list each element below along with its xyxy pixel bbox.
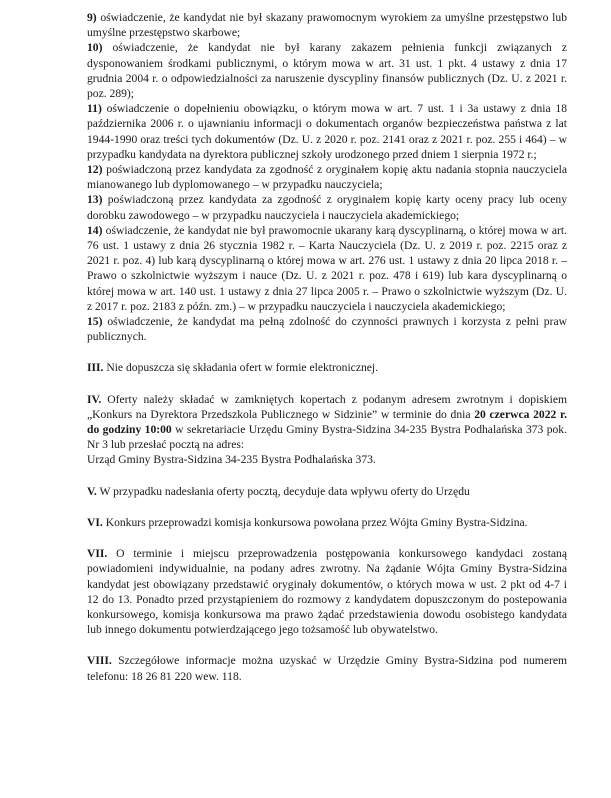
section-v: V. W przypadku nadesłania oferty pocztą, decyduje data wpływu oferty do Urzędu [87,484,470,498]
list-item-10: 10) oświadczenie, że kandydat nie był karany zakazem pełnienia funkcji związanych z dysponowaniem środkami publicznymi, o którym mowa w art. 31 ust. 1 pkt. 4 ustawy z dnia 17 grudnia 2004 r. o odpowiedzialności za naruszenie dyscypliny finansów publicznych (Dz. U. z 2021 r. poz. 289); [87,41,567,101]
list-item-12: 12) poświadczoną przez kandydata za zgodność z oryginałem kopię aktu nadania stopnia nauczyciela mianowanego lub dyplomowanego – w przypadku nauczyciela; [87,163,567,192]
deadline-text: 20 czerwca 2022 r. do godziny 10:00 [87,407,568,437]
list-item-15: 15) oświadczenie, że kandydat ma pełną zdolność do czynności prawnych i korzysta z pełni praw publicznych. [87,315,567,344]
document-page [87,10,567,684]
list-item-14: 14) oświadczenie, że kandydat nie był prawomocnie ukarany karą dyscyplinarną, o której mowa w art. 76 ust. 1 ustawy z dnia 26 stycznia 1982 r. – Karta Nauczyciela (Dz. U. z 2019 r. poz. 2215 oraz z 2021 r. poz. 4) lub karą dyscyplinarną o której mowa w art. 276 ust. 1 ustawy z dnia 20 lipca 2018 r. – Prawo o szkolnictwie wyższym i nauce (Dz. U. z 2021 r. poz. 478 i 619) lub kara dyscyplinarną o której mowa w art. 140 ust. 1 ustawy z dnia 27 lipca 2005 r. – Prawo o szkolnictwie wyższym (Dz. U. z 2017 r. poz. 2183 z późn. zm.) – w przypadku nauczyciela i nauczyciela akademickiego; [87,223,567,313]
list-item-9: 9) oświadczenie, że kandydat nie był skazany prawomocnym wyrokiem za umyślne przestępstwo lub umyślne przestępstwo skarbowe; [87,11,567,40]
section-iii: III. Nie dopuszcza się składania ofert w formie elektronicznej. [87,361,379,375]
section-vi: VI. Konkurs przeprowadzi komisja konkursowa powołana przez Wójta Gminy Bystra-Sidzina. [87,515,528,529]
section-iv: IV. Oferty należy składać w zamkniętych kopertach z podanym adresem zwrotnym i dopiskiem „Konkurs na Dyrektora Przedszkola Publicznego w Sidzinie” w terminie do dnia 20 czerwca 2022 r. do godziny 10:00 w sekretariacie Urzędu Gminy Bystra-Sidzina 34-235 Bystra Podhalańska 373 pok. Nr 3 lub przesłać pocztą na adres: [87,392,568,452]
section-vii: VII. O terminie i miejscu przeprowadzenia postępowania konkursowego kandydaci zostaną powiadomieni indywidualnie, na podany adres zwrotny. Na żądanie Wójta Gminy Bystra-Sidzina kandydat jest obowiązany przedstawić oryginały dokumentów, o których mowa w ust. 2 pkt od 4-7 i 12 do 13. Ponadto przed przystąpieniem do rozmowy z kandydatem dopuszczonym do postepowania konkursowego, komisja konkursowa ma prawo żądać przedstawienia dowodu osobistego kandydata lub innego dokumentu potwierdzającego jego tożsamość lub obywatelstwo. [87,547,567,637]
section-iv-address: Urząd Gminy Bystra-Sidzina 34-235 Bystra Podhalańska 373. [87,453,376,467]
list-item-11: 11) oświadczenie o dopełnieniu obowiązku, o którym mowa w art. 7 ust. 1 i 3a ustawy z dnia 18 października 2006 r. o ujawnianiu informacji o dokumentach organów bezpieczeństwa państwa z lat 1944-1990 oraz treści tych dokumentów (Dz. U. z 2020 r. poz. 2141 oraz z 2021 r. poz. 255 i 464) – w przypadku kandydata na dyrektora publicznej szkoły urodzonego przed dniem 1 sierpnia 1972 r.; [87,102,567,161]
section-viii: VIII. Szczegółowe informacje można uzyskać w Urzędzie Gminy Bystra-Sidzina pod numerem telefonu: 18 26 81 220 wew. 118. [87,654,567,683]
list-item-13: 13) poświadczoną przez kandydata za zgodność z oryginałem kopię karty oceny pracy lub oceny dorobku zawodowego – w przypadku nauczyciela i nauczyciela akademickiego; [87,193,567,222]
